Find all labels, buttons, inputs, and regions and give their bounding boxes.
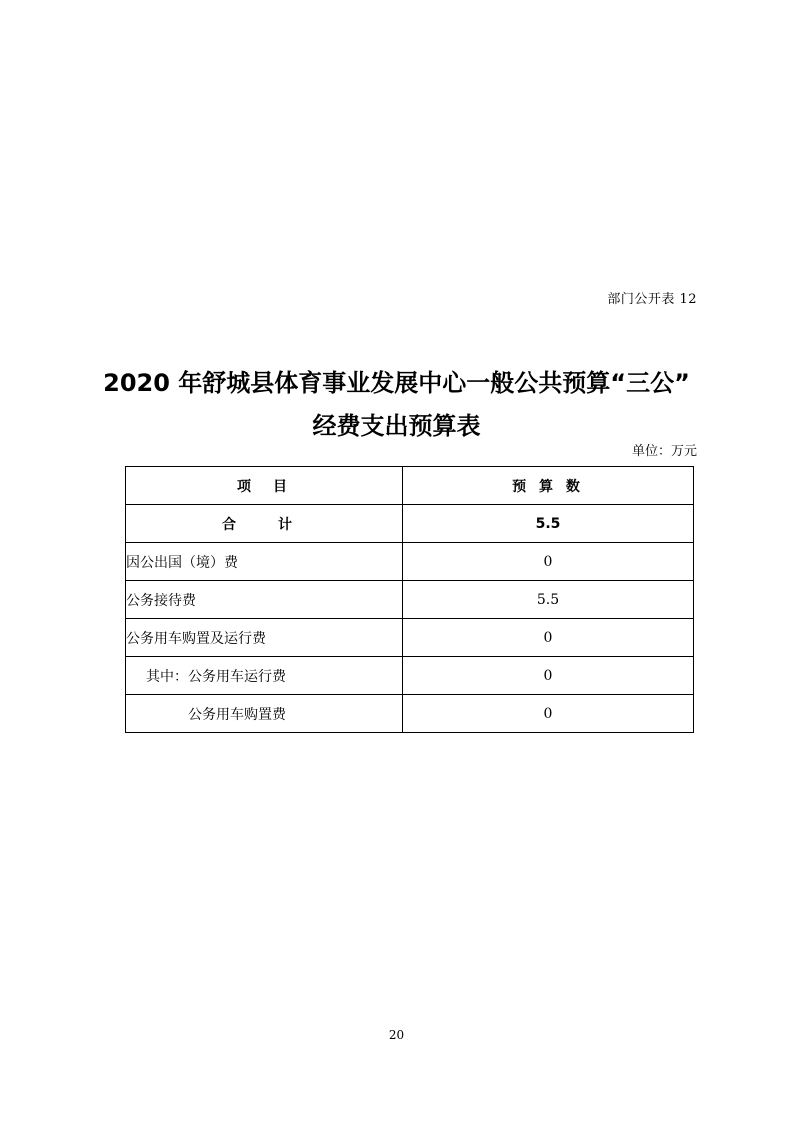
- page-number: 20: [388, 1028, 405, 1042]
- column-header-item: 项 目: [126, 467, 403, 505]
- row-value: 5.5: [403, 581, 694, 619]
- row-label: 其中：公务用车运行费: [126, 657, 403, 695]
- column-header-budget: 预 算 数: [403, 467, 694, 505]
- unit-label: 单位：万元: [631, 444, 697, 459]
- table-row: [126, 581, 694, 619]
- table-row: [126, 657, 694, 695]
- document-title-line2: 经费支出预算表: [312, 412, 481, 440]
- document-title-line1: 2020 年舒城县体育事业发展中心一般公共预算“三公”: [103, 369, 690, 397]
- total-value: 5.5: [403, 505, 694, 543]
- table-row: [126, 543, 694, 581]
- table-code: 部门公开表 12: [607, 292, 697, 307]
- row-value: 0: [403, 619, 694, 657]
- row-value: 0: [403, 657, 694, 695]
- row-label: 公务用车购置费: [126, 695, 403, 733]
- budget-table: [125, 466, 694, 733]
- table-row: [126, 695, 694, 733]
- table-total-row: [126, 505, 694, 543]
- row-value: 0: [403, 543, 694, 581]
- row-label: 因公出国（境）费: [126, 543, 403, 581]
- total-label: 合 计: [126, 505, 403, 543]
- table-header-row: [126, 467, 694, 505]
- row-label: 公务用车购置及运行费: [126, 619, 403, 657]
- row-label: 公务接待费: [126, 581, 403, 619]
- row-value: 0: [403, 695, 694, 733]
- table-row: [126, 619, 694, 657]
